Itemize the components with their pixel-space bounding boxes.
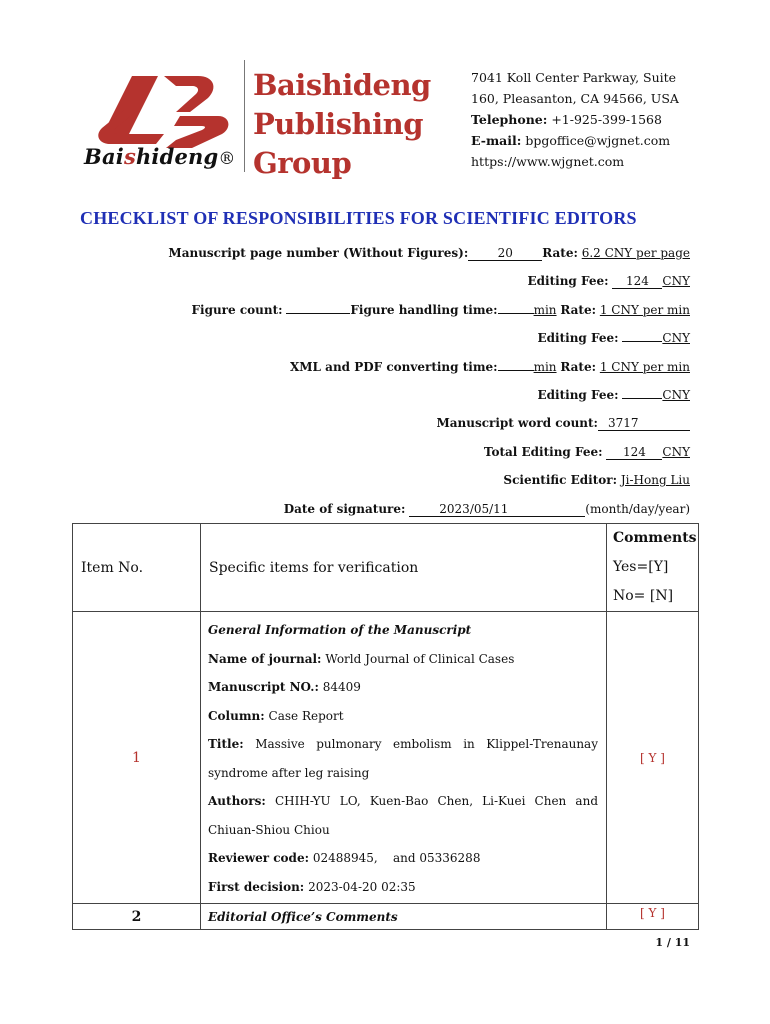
section-heading: General Information of the Manuscript — [208, 623, 472, 637]
editing-fee-value — [622, 341, 662, 342]
page-number-value: 20 — [468, 246, 542, 261]
item-number: 2 — [73, 904, 201, 930]
spec-cell — [201, 904, 607, 930]
journal-line — [208, 645, 598, 674]
editing-fee-line — [528, 274, 691, 289]
word-count-value: 3717 — [598, 416, 690, 431]
currency: CNY — [662, 274, 690, 288]
reviewer-line — [208, 844, 598, 873]
xml-line — [290, 360, 690, 374]
xml-time-value — [498, 370, 534, 371]
total-fee-line — [484, 445, 690, 460]
word-count-line — [436, 416, 690, 431]
signature-date-label: Date of signature: — [283, 502, 406, 516]
website-link[interactable]: https://www.wjgnet.com — [471, 154, 625, 169]
brand-line: Group — [253, 146, 352, 180]
authors-label: Authors: — [208, 794, 266, 808]
currency: CNY — [662, 445, 690, 459]
table-row — [73, 612, 699, 904]
page-number-label: Manuscript page number (Without Figures): — [168, 246, 469, 260]
title-value: Massive pulmonary embolism in Klippel-Trenaunay syndrome after leg raising — [208, 737, 598, 780]
page-rate-value: 6.2 CNY per page — [581, 246, 690, 260]
brand-line: Baishideng — [253, 68, 431, 102]
editing-fee-label: Editing Fee: — [537, 331, 619, 345]
no-legend: No= [N] — [613, 588, 674, 604]
manuscript-no-value: 84409 — [322, 680, 361, 694]
date-format: (month/day/year) — [585, 502, 690, 516]
item-number: 1 — [73, 612, 201, 904]
yes-legend: Yes=[Y] — [613, 559, 669, 575]
editor-label: Scientific Editor: — [503, 473, 618, 487]
rate-label: Rate: — [560, 360, 597, 374]
title-line — [208, 730, 598, 787]
editing-fee-label: Editing Fee: — [537, 388, 619, 402]
telephone-line — [471, 109, 679, 130]
currency: CNY — [662, 331, 690, 345]
reviewer-label: Reviewer code: — [208, 851, 310, 865]
total-fee-label: Total Editing Fee: — [483, 445, 603, 459]
column-label: Column: — [208, 708, 265, 723]
comments-label: Comments — [613, 530, 697, 546]
editor-line — [503, 473, 690, 487]
editing-fee-label: Editing Fee: — [527, 274, 609, 288]
decision-value: 2023-04-20 02:35 — [308, 879, 416, 894]
document-title: CHECKLIST OF RESPONSIBILITIES FOR SCIENTIFIC EDITORS — [80, 208, 637, 228]
word-count-label: Manuscript word count: — [436, 416, 598, 430]
editing-fee-value — [622, 398, 662, 399]
figure-count-label: Figure count: — [191, 303, 283, 317]
figure-line — [191, 303, 690, 317]
telephone-value: +1-925-399-1568 — [551, 112, 662, 127]
brand-divider — [244, 60, 245, 172]
editing-fee-value: 124 — [612, 274, 662, 289]
manuscript-no-line — [208, 673, 598, 702]
column-line — [208, 702, 598, 731]
xml-label: XML and PDF converting time: — [289, 360, 498, 374]
reviewer-value: 02488945, and 05336288 — [312, 851, 481, 865]
wordmark — [84, 144, 236, 169]
checklist-table — [72, 523, 699, 930]
xml-fee-line — [538, 388, 691, 402]
table-header-row — [73, 524, 699, 612]
email-line — [471, 130, 679, 151]
min-rate-value: 1 CNY per min — [599, 303, 690, 317]
figure-fee-line — [538, 331, 691, 345]
wordmark-part-red: s — [123, 144, 136, 169]
editor-value: Ji-Hong Liu — [620, 473, 690, 487]
figure-count-value — [286, 313, 350, 314]
address-line: 160, Pleasanton, CA 94566, USA — [471, 91, 679, 106]
spec-cell — [201, 612, 607, 904]
comment-value: [ Y ] — [607, 612, 699, 904]
journal-value: World Journal of Clinical Cases — [325, 651, 515, 666]
manuscript-no-label: Manuscript NO.: — [208, 680, 319, 694]
min-unit: min — [533, 360, 557, 374]
wordmark-part: Bai — [84, 144, 124, 169]
registered-mark: ® — [218, 149, 236, 169]
total-fee-value: 124 — [606, 445, 662, 460]
rate-label: Rate: — [560, 303, 597, 317]
contact-info — [471, 67, 679, 172]
signature-date-line — [284, 502, 690, 517]
min-unit: min — [533, 303, 557, 317]
figure-time-label: Figure handling time: — [350, 303, 498, 317]
wordmark-part: hideng — [135, 144, 219, 169]
brand-line: Publishing — [253, 107, 423, 141]
telephone-label: Telephone: — [471, 112, 548, 127]
rate-label: Rate: — [542, 246, 578, 260]
col-comments-header — [607, 524, 699, 612]
table-row — [73, 904, 699, 930]
col-item-header: Item No. — [73, 524, 201, 612]
page-number-line — [168, 246, 690, 261]
journal-label: Name of journal: — [208, 651, 322, 666]
section-heading: Editorial Office’s Comments — [208, 909, 398, 924]
title-label: Title: — [208, 737, 244, 751]
authors-value: CHIH-YU LO, Kuen-Bao Chen, Li-Kuei Chen and Chiuan-Shiou Chiou — [208, 794, 598, 837]
comment-value: [ Y ] — [607, 904, 699, 930]
email-value[interactable]: bpgoffice@wjgnet.com — [525, 133, 671, 148]
currency: CNY — [662, 388, 690, 402]
min-rate-value: 1 CNY per min — [599, 360, 690, 374]
column-value: Case Report — [268, 708, 344, 723]
page-number: 1 / 11 — [655, 936, 690, 949]
decision-line — [208, 873, 598, 902]
brand-name — [253, 66, 431, 183]
decision-label: First decision: — [208, 879, 305, 894]
signature-date-value: 2023/05/11 — [409, 502, 585, 517]
col-spec-header: Specific items for verification — [201, 524, 607, 612]
authors-line — [208, 787, 598, 844]
email-label: E-mail: — [471, 133, 522, 148]
address-line: 7041 Koll Center Parkway, Suite — [471, 70, 677, 85]
figure-time-value — [498, 313, 534, 314]
